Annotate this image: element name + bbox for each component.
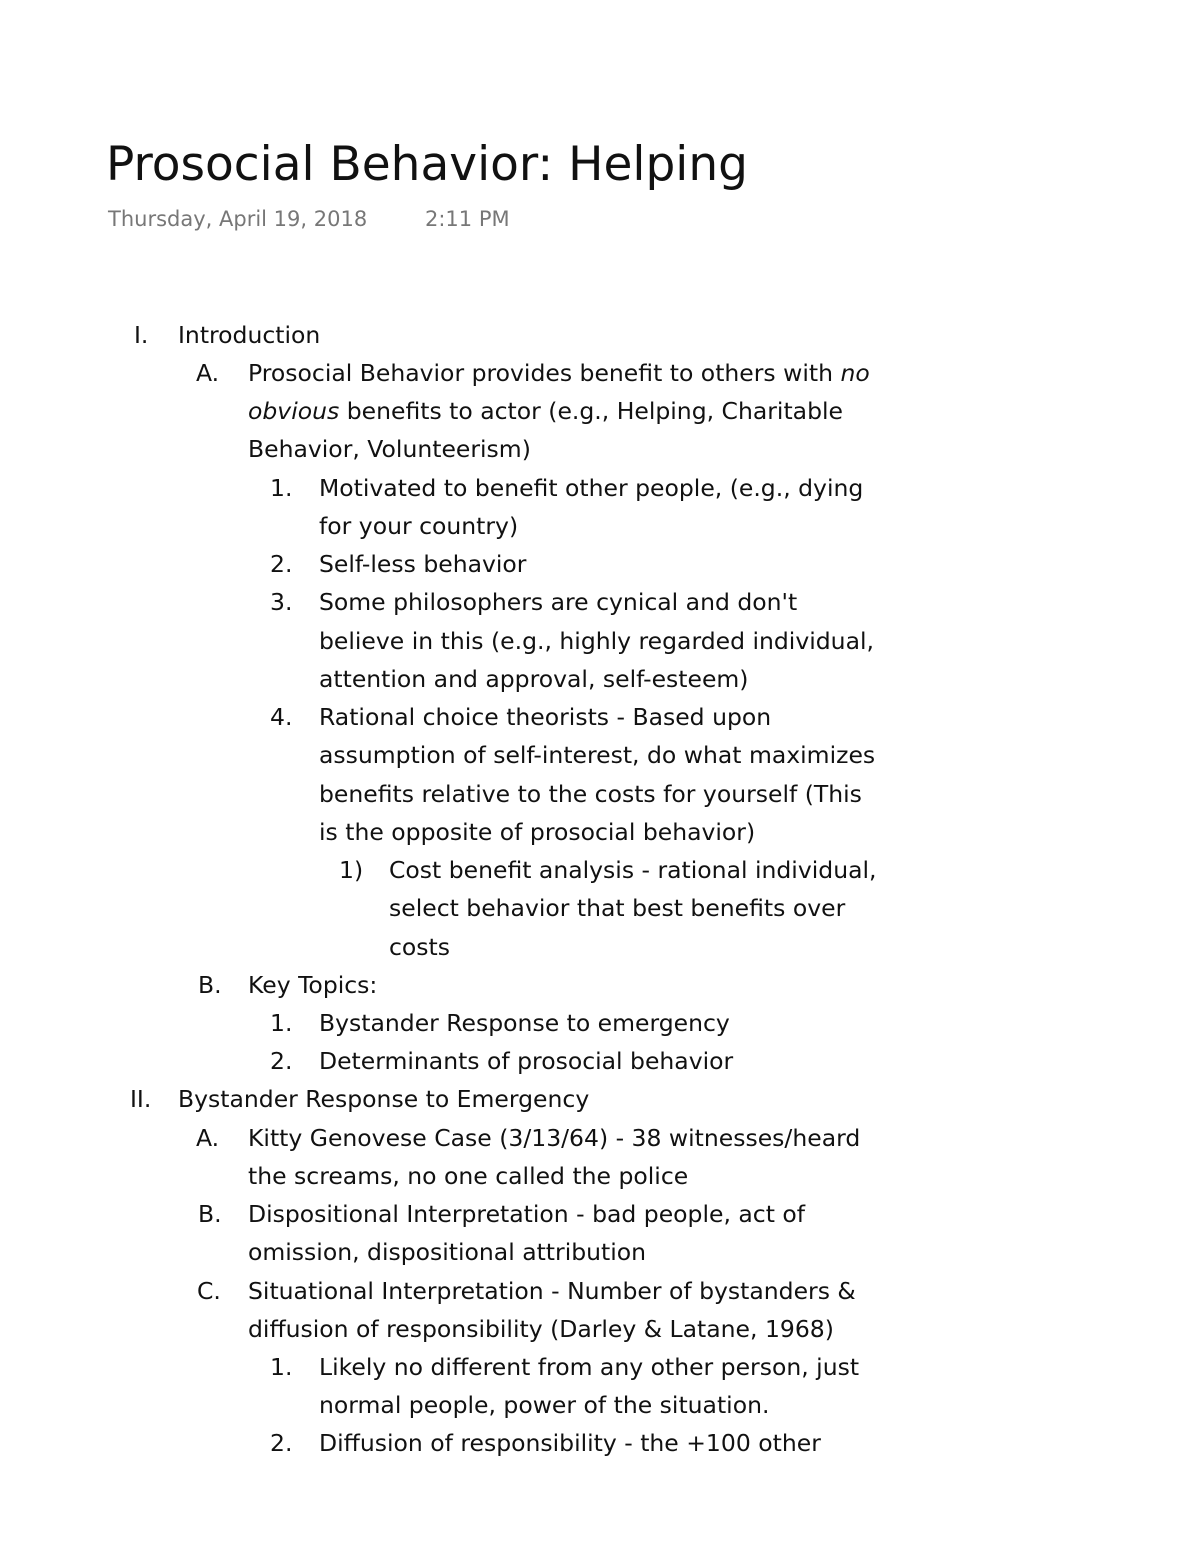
outline-item-text: Prosocial Behavior provides benefit to others with no xyxy=(248,359,870,387)
page-time: 2:11 PM xyxy=(425,207,510,231)
outline-item-text: Cost benefit analysis - rational individual, xyxy=(389,856,877,884)
outline-marker: I. xyxy=(134,321,149,349)
page-date: Thursday, April 19, 2018 xyxy=(108,207,368,231)
outline-item-text: Self-less behavior xyxy=(319,550,527,578)
outline-marker: 3. xyxy=(270,588,293,616)
outline-item-text: the screams, no one called the police xyxy=(248,1162,689,1190)
outline-item-text: believe in this (e.g., highly regarded individual, xyxy=(319,627,874,655)
outline-marker: 4. xyxy=(270,703,293,731)
outline-item-text: Likely no different from any other person, just xyxy=(319,1353,860,1381)
outline-marker: 2. xyxy=(270,550,293,578)
outline-item-text: costs xyxy=(389,933,450,961)
outline-marker: A. xyxy=(196,1124,220,1152)
outline-item-text: assumption of self-interest, do what maximizes xyxy=(319,741,876,769)
outline-item-text: Diffusion of responsibility - the +100 other xyxy=(319,1429,821,1457)
outline-item-text: Kitty Genovese Case (3/13/64) - 38 witnesses/heard xyxy=(248,1124,861,1152)
outline-item-text: select behavior that best benefits over xyxy=(389,894,846,922)
outline-item-text: Introduction xyxy=(178,321,321,349)
outline-item-text: Some philosophers are cynical and don't xyxy=(319,588,798,616)
page-title: Prosocial Behavior: Helping xyxy=(106,137,748,192)
outline-item-text: for your country) xyxy=(319,512,519,540)
outline-item-text: attention and approval, self-esteem) xyxy=(319,665,749,693)
outline-item-text: normal people, power of the situation. xyxy=(319,1391,770,1419)
outline-marker: B. xyxy=(198,1200,222,1228)
outline-marker: II. xyxy=(130,1085,152,1113)
outline-marker: A. xyxy=(196,359,220,387)
outline-marker: 1) xyxy=(339,856,364,884)
outline-item-text: Bystander Response to Emergency xyxy=(178,1085,590,1113)
emphasis-text: no xyxy=(840,359,870,387)
outline-item-text: Rational choice theorists - Based upon xyxy=(319,703,772,731)
outline-marker: 1. xyxy=(270,474,293,502)
outline-item-text: diffusion of responsibility (Darley & Latane, 1968) xyxy=(248,1315,834,1343)
outline-item-text: is the opposite of prosocial behavior) xyxy=(319,818,756,846)
outline-item-text: Situational Interpretation - Number of bystanders & xyxy=(248,1277,856,1305)
outline-marker: 1. xyxy=(270,1009,293,1037)
outline-item-text: omission, dispositional attribution xyxy=(248,1238,647,1266)
outline-item-text: benefits relative to the costs for yourself (This xyxy=(319,780,862,808)
outline-marker: 1. xyxy=(270,1353,293,1381)
emphasis-text: obvious xyxy=(248,397,340,425)
outline-item-text: Bystander Response to emergency xyxy=(319,1009,730,1037)
outline-body xyxy=(0,316,1200,1457)
outline-marker: B. xyxy=(198,971,222,999)
outline-item-text: Key Topics: xyxy=(248,971,378,999)
outline-item-text: Behavior, Volunteerism) xyxy=(248,435,531,463)
outline-marker: C. xyxy=(197,1277,221,1305)
outline-marker: 2. xyxy=(270,1429,293,1457)
outline-item-text: Motivated to benefit other people, (e.g., dying xyxy=(319,474,864,502)
outline-item-text: Determinants of prosocial behavior xyxy=(319,1047,734,1075)
outline-marker: 2. xyxy=(270,1047,293,1075)
outline-item-text: Dispositional Interpretation - bad people, act of xyxy=(248,1200,806,1228)
outline-item-text: obvious benefits to actor (e.g., Helping, Charitable xyxy=(248,397,843,425)
